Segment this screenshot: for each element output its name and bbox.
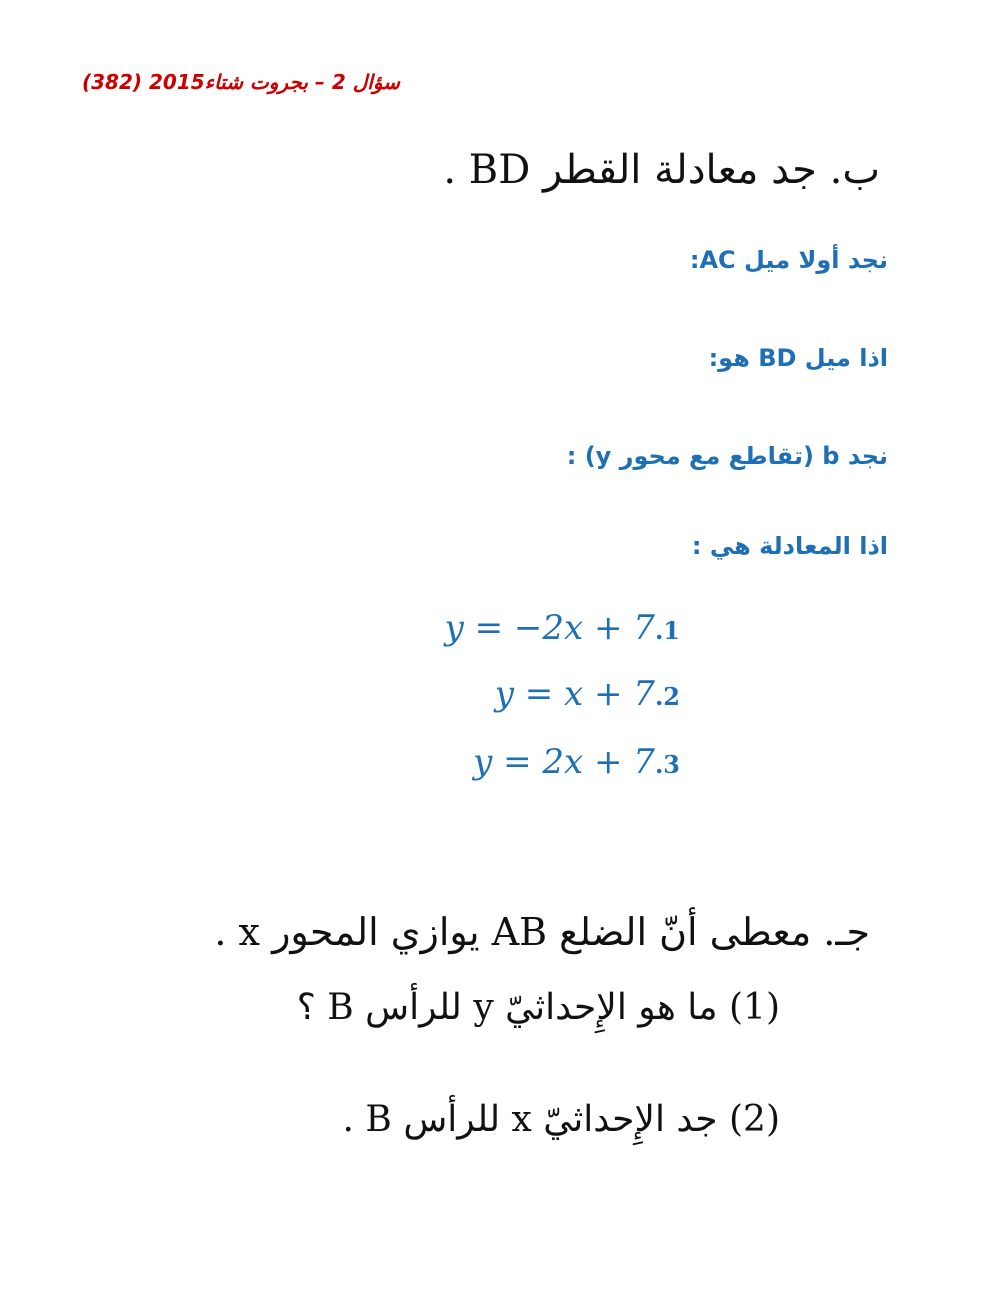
step-find-slope-ac: نجد أولا ميل AC: xyxy=(689,246,888,274)
part-c-subquestion-2: (2) جد الإِحداثيّ x للرأس B . xyxy=(342,1099,780,1140)
option-equation: y = x + 7 xyxy=(494,674,655,714)
answer-options xyxy=(380,600,680,800)
option-number: .3 xyxy=(654,750,680,779)
step-slope-bd: اذا ميل BD هو: xyxy=(708,344,888,372)
part-c-subquestion-1: (1) ما هو الإِحداثيّ y للرأس B ؟ xyxy=(296,987,780,1028)
part-b-question: ب. جد معادلة القطر BD . xyxy=(443,147,880,193)
answer-option[interactable] xyxy=(473,734,680,790)
step-equation-is: اذا المعادلة هي : xyxy=(691,532,888,560)
option-number: .2 xyxy=(654,682,680,711)
answer-option[interactable] xyxy=(495,666,680,722)
answer-option[interactable] xyxy=(445,600,680,656)
step-find-intercept: نجد b (تقاطع مع محور y) : xyxy=(566,442,888,470)
page-header-title: سؤال 2 – بجروت شتاء2015 (382) xyxy=(82,70,400,94)
option-equation: y = −2x + 7 xyxy=(444,608,655,648)
part-c-question: جـ. معطى أنّ الضلع AB يوازي المحور x . xyxy=(214,910,870,954)
option-equation: y = 2x + 7 xyxy=(473,742,655,782)
option-number: .1 xyxy=(654,616,680,645)
